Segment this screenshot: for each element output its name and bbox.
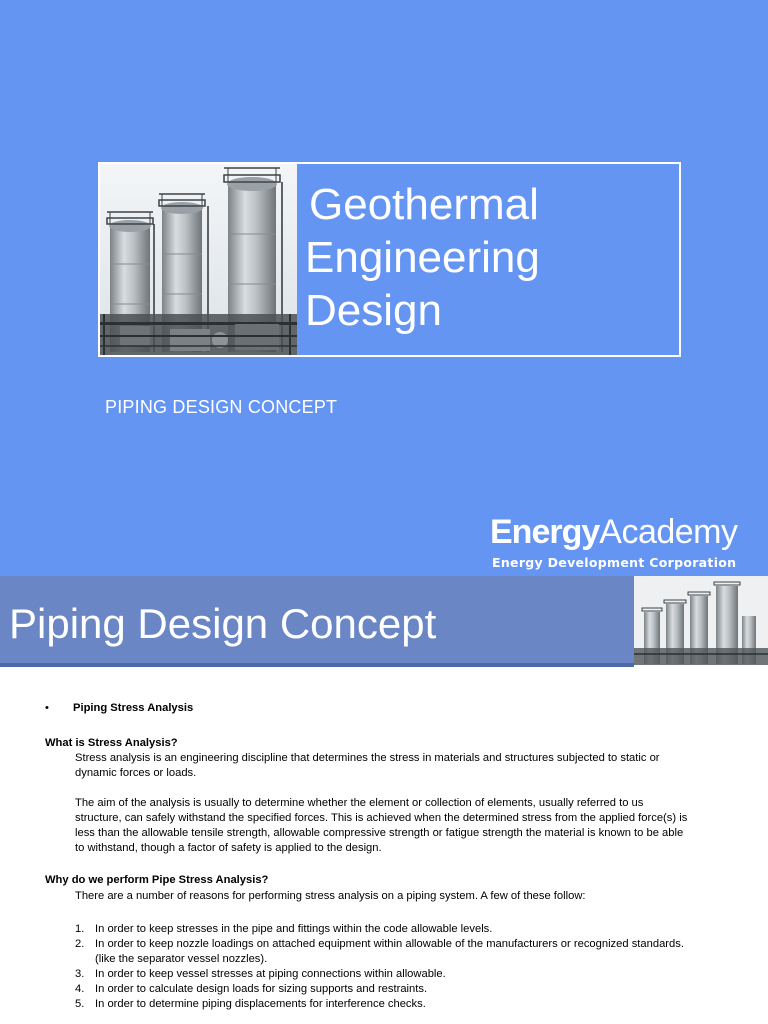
aim-paragraph xyxy=(75,796,725,856)
list-item xyxy=(75,937,735,952)
list-item-continuation: (like the separator vessel nozzles). xyxy=(95,953,268,965)
cover-title xyxy=(305,178,665,337)
cover-title-frame xyxy=(98,162,681,357)
reasons-list xyxy=(75,922,735,1012)
logo-wordmark xyxy=(490,512,738,552)
towers-thumb-svg xyxy=(634,576,768,665)
energy-academy-logo xyxy=(490,512,738,570)
industrial-towers-photo xyxy=(100,164,297,355)
section-question-why: Why do we perform Pipe Stress Analysis? xyxy=(45,874,269,886)
logo-word-light: Academy xyxy=(599,513,738,551)
cover-title-line: Engineering xyxy=(305,233,540,282)
paragraph-line: Stress analysis is an engineering discipline that determines the stress in materials and structures subjected to static or xyxy=(75,752,660,764)
slide-title: Piping Design Concept xyxy=(9,600,437,647)
towers-photo-svg xyxy=(100,164,297,355)
list-item-text: In order to keep stresses in the pipe and fittings within the code allowable levels. xyxy=(95,923,493,935)
list-item-number: 3. xyxy=(75,968,85,980)
list-item-text: In order to keep vessel stresses at piping connections within allowable. xyxy=(95,968,446,980)
list-item xyxy=(75,967,735,982)
list-item xyxy=(75,997,735,1012)
paragraph-line: less than the allowable tensile strength, allowable compressive strength or fatigue strength the material is known to be able xyxy=(75,827,684,839)
logo-tagline: Energy Development Corporation xyxy=(492,555,737,570)
definition-paragraph xyxy=(75,751,725,781)
industrial-towers-photo xyxy=(634,576,768,665)
bullet-heading-text: Piping Stress Analysis xyxy=(73,702,194,714)
list-item-number: 4. xyxy=(75,983,85,995)
paragraph-line: dynamic forces or loads. xyxy=(75,767,197,779)
bullet-marker: • xyxy=(45,702,49,714)
list-item-text: In order to determine piping displacements for interference checks. xyxy=(95,998,426,1010)
paragraph-line: The aim of the analysis is usually to determine whether the element or collection of elements, usually referred to us xyxy=(75,797,644,809)
cover-title-line: Design xyxy=(305,286,442,335)
list-item-number: 5. xyxy=(75,998,85,1010)
cover-title-line: Geothermal xyxy=(309,180,539,229)
paragraph-line: There are a number of reasons for performing stress analysis on a piping system. A few of these follow: xyxy=(75,890,586,902)
slide-header-divider xyxy=(0,663,634,667)
paragraph-line: structure, can safely withstand the specified forces. This is achieved when the determined stress from the applied force(s) is xyxy=(75,812,688,824)
list-item-number: 1. xyxy=(75,923,85,935)
reasons-intro xyxy=(75,889,725,904)
list-item xyxy=(75,982,735,997)
list-item-number: 2. xyxy=(75,938,85,950)
cover-subtitle: PIPING DESIGN CONCEPT xyxy=(105,397,338,417)
section-question-what: What is Stress Analysis? xyxy=(45,737,178,749)
list-item-text: In order to calculate design loads for sizing supports and restraints. xyxy=(95,983,428,995)
logo-word-bold: Energy xyxy=(490,513,600,551)
list-item-text: In order to keep nozzle loadings on attached equipment within allowable of the manufacturers or recognized standards. xyxy=(95,938,684,950)
list-item xyxy=(75,922,735,937)
slide-header-bar xyxy=(0,576,768,665)
paragraph-line: to withstand, though a factor of safety is applied to the design. xyxy=(75,842,382,854)
bullet-heading xyxy=(45,701,193,716)
